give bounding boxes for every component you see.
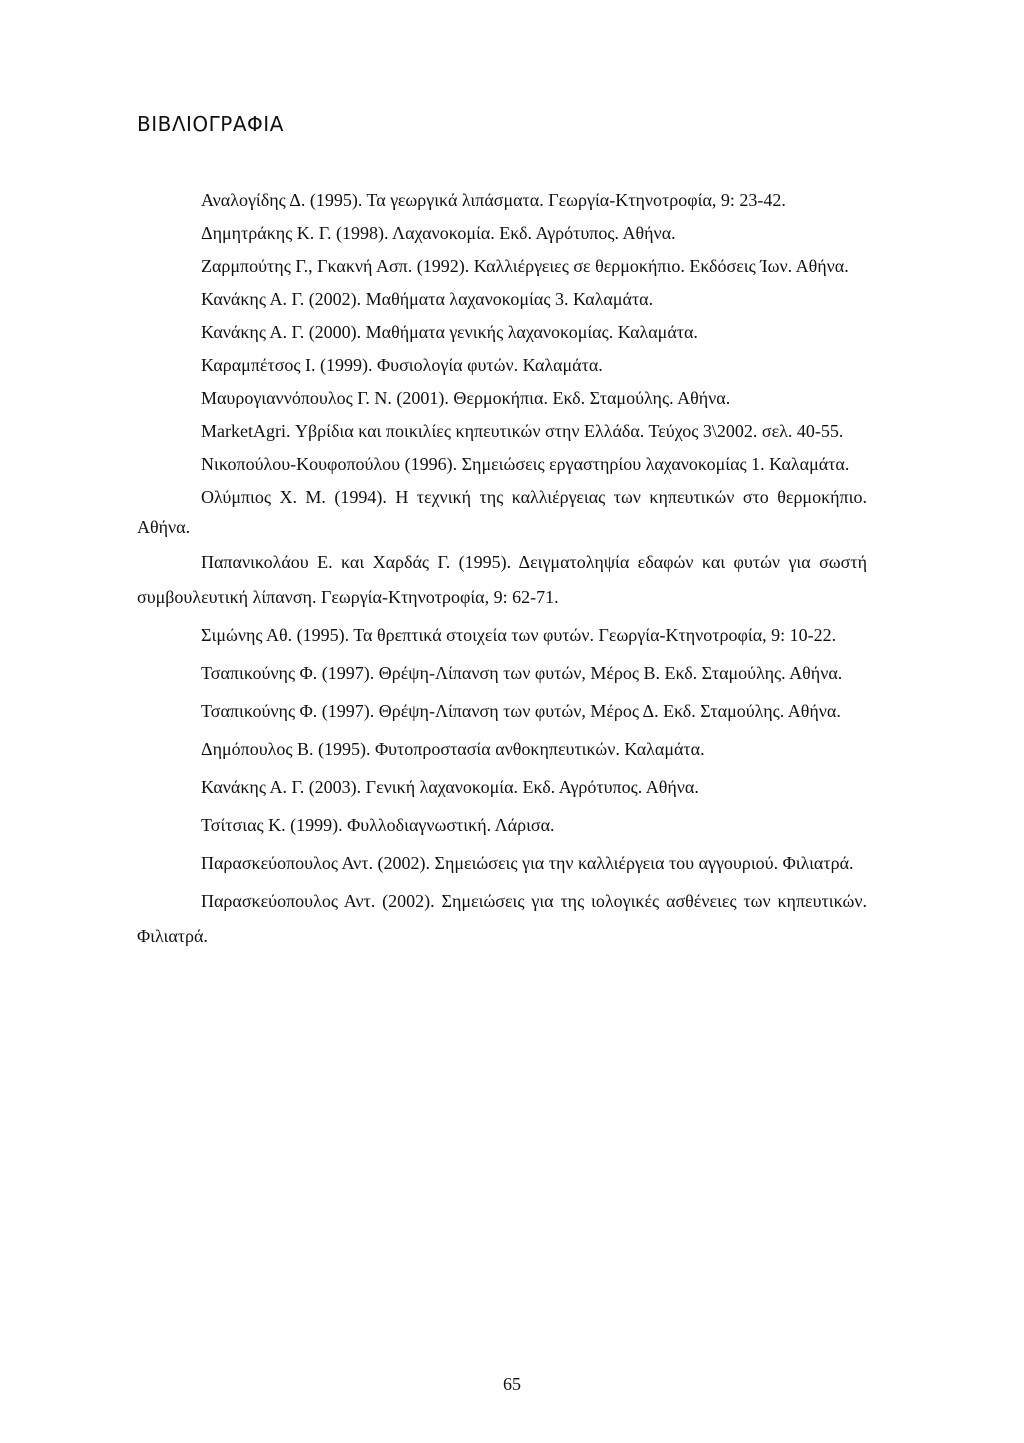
reference-item: Καραμπέτσος Ι. (1999). Φυσιολογία φυτών. Καλαμάτα. [201, 355, 603, 375]
page-title: ΒΙΒΛΙΟΓΡΑΦΙΑ [137, 112, 284, 136]
reference-item: Μαυρογιαννόπουλος Γ. Ν. (2001). Θερμοκήπια. Εκδ. Σταμούλης. Αθήνα. [201, 388, 731, 408]
reference-item: Τσίτσιας Κ. (1999). Φυλλοδιαγνωστική. Λάρισα. [201, 815, 555, 835]
reference-item: Κανάκης Α. Γ. (2002). Μαθήματα λαχανοκομίας 3. Καλαμάτα. [201, 289, 654, 309]
reference-item: Κανάκης Α. Γ. (2000). Μαθήματα γενικής λαχανοκομίας. Καλαμάτα. [201, 322, 698, 342]
reference-item: Παρασκεύοπουλος Αντ. (2002). Σημειώσεις για την καλλιέργεια του αγγουριού. Φιλιατρά. [201, 853, 854, 873]
reference-item: Δημόπουλος Β. (1995). Φυτοπροστασία ανθοκηπευτικών. Καλαμάτα. [201, 739, 705, 759]
reference-item: Σιμώνης Αθ. (1995). Τα θρεπτικά στοιχεία των φυτών. Γεωργία-Κτηνοτροφία, 9: 10-22. [201, 625, 837, 645]
reference-item: Παρασκεύοπουλος Αντ. (2002). Σημειώσεις για της ιολογικές ασθένειες των κηπευτικών. Φιλιατρά. [137, 891, 867, 946]
reference-item: MarketAgri. Υβρίδια και ποικιλίες κηπευτικών στην Ελλάδα. Τεύχος 3\2002. σελ. 40-55. [201, 421, 844, 441]
page-number: 65 [503, 1374, 521, 1394]
reference-item: Τσαπικούνης Φ. (1997). Θρέψη-Λίπανση των φυτών, Μέρος Β. Εκδ. Σταμούλης. Αθήνα. [201, 663, 843, 683]
reference-item: Τσαπικούνης Φ. (1997). Θρέψη-Λίπανση των φυτών, Μέρος Δ. Εκδ. Σταμούλης. Αθήνα. [201, 701, 841, 721]
reference-item: Αναλογίδης Δ. (1995). Τα γεωργικά λιπάσματα. Γεωργία-Κτηνοτροφία, 9: 23-42. [201, 190, 786, 210]
reference-item: Παπανικολάου Ε. και Χαρδάς Γ. (1995). Δειγματοληψία εδαφών και φυτών για σωστή συμβουλευτική λίπανση. Γεωργία-Κτηνοτροφία, 9: 62-71. [137, 552, 867, 607]
reference-item: Νικοπούλου-Κουφοπούλου (1996). Σημειώσεις εργαστηρίου λαχανοκομίας 1. Καλαμάτα. [201, 454, 850, 474]
reference-item: Ζαρμπούτης Γ., Γκακνή Ασπ. (1992). Καλλιέργειες σε θερμοκήπιο. Εκδόσεις Ίων. Αθήνα. [201, 256, 849, 276]
reference-item: Ολύμπιος Χ. Μ. (1994). Η τεχνική της καλλιέργειας των κηπευτικών στο θερμοκήπιο. Αθήνα. [137, 487, 867, 537]
reference-item: Δημητράκης Κ. Γ. (1998). Λαχανοκομία. Εκδ. Αγρότυπος. Αθήνα. [201, 223, 676, 243]
reference-item: Κανάκης Α. Γ. (2003). Γενική λαχανοκομία. Εκδ. Αγρότυπος. Αθήνα. [201, 777, 699, 797]
reference-list [137, 185, 867, 954]
